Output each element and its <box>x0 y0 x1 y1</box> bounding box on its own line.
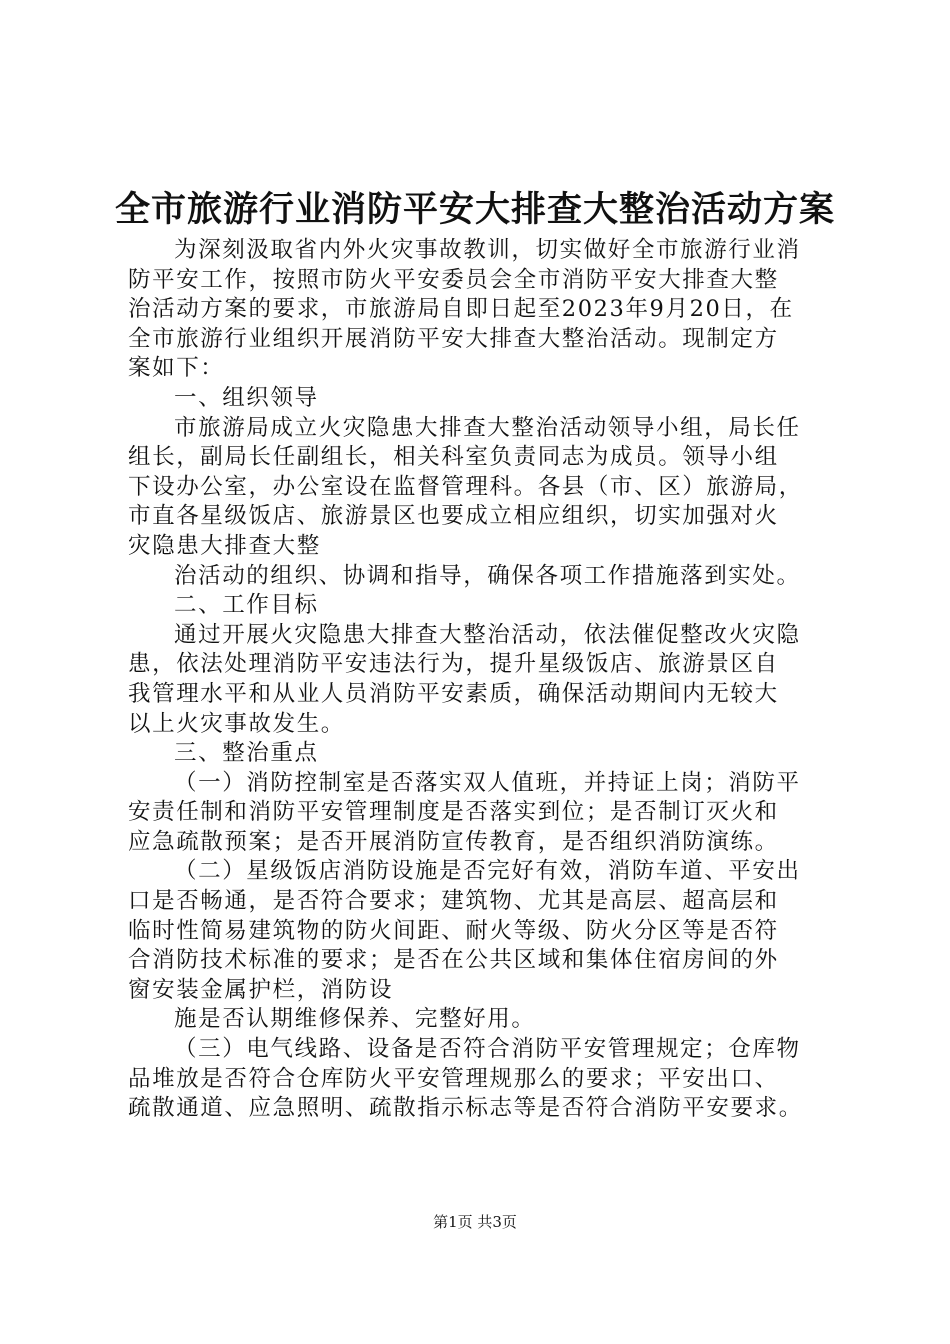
paragraph-line: 合消防技术标准的要求；是否在公共区域和集体住宿房间的外 <box>128 947 779 974</box>
paragraph-line: 下设办公室，办公室设在监督管理科。各县（市、区）旅游局， <box>128 473 803 500</box>
paragraph-line: 市直各星级饭店、旅游景区也要成立相应组织，切实加强对火 <box>128 503 779 530</box>
section-heading: 一、组织领导 <box>174 384 319 411</box>
paragraph-line: 防平安工作，按照市防火平安委员会全市消防平安大排查大整 <box>128 266 779 293</box>
paragraph-line: （一）消防控制室是否落实双人值班，并持证上岗；消防平 <box>174 769 801 796</box>
paragraph-line: 治活动的组织、协调和指导，确保各项工作措施落到实处。 <box>174 562 801 589</box>
paragraph-line: 品堆放是否符合仓库防火平安管理规那么的要求；平安出口、 <box>128 1065 779 1092</box>
paragraph-line: 以上火灾事故发生。 <box>128 710 345 737</box>
document-title: 全市旅游行业消防平安大排查大整治活动方案 <box>114 189 835 230</box>
paragraph-line: 全市旅游行业组织开展消防平安大排查大整治活动。现制定方 <box>128 325 779 352</box>
page-footer: 第1页 共3页 <box>433 1213 517 1231</box>
paragraph-line: 通过开展火灾隐患大排查大整治活动，依法催促整改火灾隐 <box>174 621 801 648</box>
paragraph-line: （二）星级饭店消防设施是否完好有效，消防车道、平安出 <box>174 858 801 885</box>
paragraph-line: 灾隐患大排查大整 <box>128 532 321 559</box>
paragraph-line: （三）电气线路、设备是否符合消防平安管理规定；仓库物 <box>174 1036 801 1063</box>
paragraph-line: 疏散通道、应急照明、疏散指示标志等是否符合消防平安要求。 <box>128 1095 803 1122</box>
paragraph-line: 我管理水平和从业人员消防平安素质，确保活动期间内无较大 <box>128 680 779 707</box>
paragraph-line: 安责任制和消防平安管理制度是否落实到位；是否制订灭火和 <box>128 799 779 826</box>
section-heading: 二、工作目标 <box>174 592 319 619</box>
document-body <box>128 236 838 1124</box>
paragraph-line: 临时性简易建筑物的防火间距、耐火等级、防火分区等是否符 <box>128 917 779 944</box>
paragraph-line: 组长，副局长任副组长，相关科室负责同志为成员。领导小组 <box>128 444 779 471</box>
paragraph-line: 应急疏散预案；是否开展消防宣传教育，是否组织消防演练。 <box>128 828 779 855</box>
paragraph-line: 窗安装金属护栏，消防设 <box>128 976 394 1003</box>
paragraph-line: 案如下： <box>128 355 225 382</box>
section-heading: 三、整治重点 <box>174 740 319 767</box>
paragraph-line: 患，依法处理消防平安违法行为，提升星级饭店、旅游景区自 <box>128 651 779 678</box>
paragraph-line: 施是否认期维修保养、完整好用。 <box>174 1006 536 1033</box>
paragraph-line: 治活动方案的要求，市旅游局自即日起至2023年9月20日，在 <box>128 296 794 323</box>
paragraph-line: 市旅游局成立火灾隐患大排查大整治活动领导小组，局长任 <box>174 414 801 441</box>
paragraph-line: 为深刻汲取省内外火灾事故教训，切实做好全市旅游行业消 <box>174 237 801 263</box>
paragraph-line: 口是否畅通，是否符合要求；建筑物、尤其是高层、超高层和 <box>128 888 779 915</box>
